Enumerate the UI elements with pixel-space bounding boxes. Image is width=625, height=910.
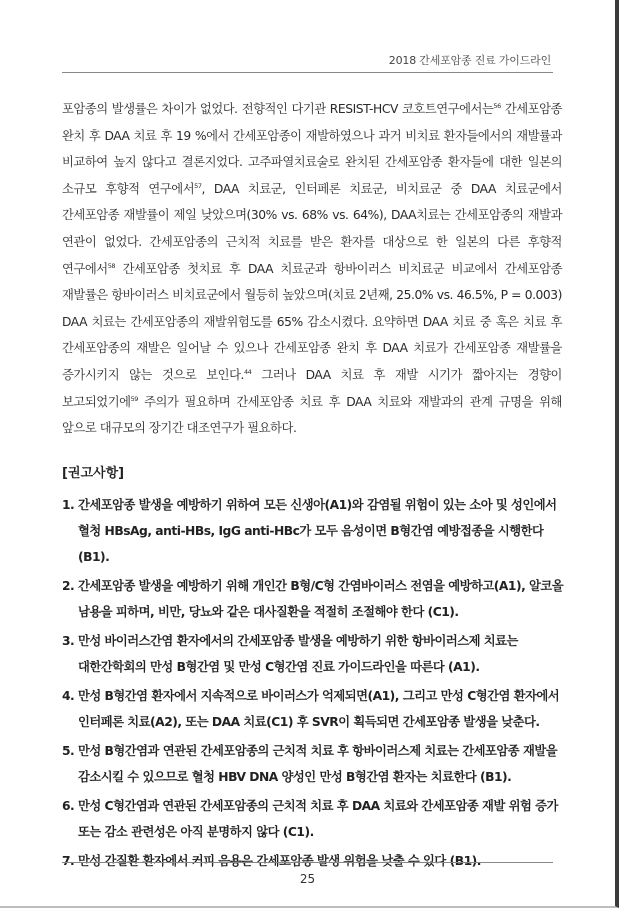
reference-superscript: 56 [493, 102, 501, 110]
recommendation-text: 만성 B형간염과 연관된 간세포암종의 근치적 치료 후 항바이러스제 치료는 간세포암종 재발을 감소시킬 수 있으므로 혈청 HBV DNA 양성인 만성 B형간염 환자는 치료한다 (B1). [78, 744, 558, 784]
recommendation-item [62, 683, 564, 735]
recommendation-item [62, 573, 564, 625]
recommendations-list [62, 492, 564, 877]
body-text-segment: 포암종의 발생률은 차이가 없었다. 전향적인 다기관 RESIST-HCV 코호트연구에서는 [62, 102, 494, 116]
recommendation-number: 3. [62, 634, 75, 648]
recommendation-item [62, 848, 564, 874]
body-text-segment: 간세포암종 첫치료 후 DAA 치료군과 항바이러스 비치료군 비교에서 간세포암종 재발률은 항바이러스 비치료군에서 월등히 높았으며(치료 2년째, 25.0% vs. 46.5%, P = 0.003) DAA 치료는 간세포암종의 재발위험도를 65% 감소시켰다. 요약하면 DAA 치료 중 혹은 치료 후 간세포암종의 재발은 일어날 수 있으나 간세포암종 완치 후 DAA 치료가 간세포암종 재발률을 증가시키지 않는 것으로 보인다. [62, 261, 562, 382]
page-number: 25 [299, 872, 316, 886]
recommendation-text: 만성 C형간염과 연관된 간세포암종의 근치적 치료 후 DAA 치료와 간세포암종 재발 위험 증가 또는 감소 관련성은 아직 분명하지 않다 (C1). [78, 799, 558, 839]
recommendation-text: 만성 간질환 환자에서 커피 음용은 간세포암종 발생 위험을 낮출 수 있다 (B1). [78, 854, 481, 868]
header-divider [62, 72, 553, 73]
recommendation-number: 1. [62, 498, 75, 512]
body-text-segment: , DAA 치료군, 인터페론 치료군, 비치료군 중 DAA 치료군에서 간세포암종 재발률이 제일 낮았으며(30% vs. 68% vs. 64%), DAA치료는 간세포암종의 재발과 연관이 없었다. 간세포암종의 근치적 치료를 받은 환자를 대상으로 한 일본의 다른 후향적 연구에서 [62, 181, 562, 276]
recommendation-text: 간세포암종 발생을 예방하기 위하여 모든 신생아(A1)와 감염될 위험이 있는 소아 및 성인에서 혈청 HBsAg, anti-HBs, IgG anti-HBc가 모두 음성이면 B형간염 예방접종을 시행한다 (B1). [78, 498, 557, 564]
recommendation-item [62, 628, 564, 680]
reference-superscript: 44 [243, 367, 252, 376]
recommendation-number: 5. [62, 744, 75, 758]
body-text-segment: 그러나 DAA 치료 후 재발 시기가 짧아지는 경향이 보고되었기에 [62, 367, 562, 409]
recommendation-text: 만성 바이러스간염 환자에서의 간세포암종 발생을 예방하기 위한 항바이러스제 치료는 대한간학회의 만성 B형간염 및 만성 C형간염 진료 가이드라인을 따른다 (A1). [78, 634, 518, 674]
body-text-segment: 주의가 필요하며 간세포암종 치료 후 DAA 치료와 재발과의 관계 규명을 위해 앞으로 대규모의 장기간 대조연구가 필요하다. [62, 394, 562, 436]
body-paragraph [62, 96, 562, 442]
reference-superscript: 59 [130, 394, 138, 403]
recommendation-text: 만성 B형간염 환자에서 지속적으로 바이러스가 억제되면(A1), 그리고 만성 C형간염 환자에서 인터페론 치료(A2), 또는 DAA 치료(C1) 후 SVR이 획득되면 간세포암종 발생을 낮춘다. [78, 689, 560, 729]
recommendations-title: [권고사항] [62, 466, 125, 481]
recommendation-number: 2. [62, 579, 75, 593]
recommendation-item [62, 738, 564, 790]
running-header: 2018 간세포암종 진료 가이드라인 [388, 54, 551, 67]
recommendation-item [62, 492, 564, 570]
recommendation-text: 간세포암종 발생을 예방하기 위해 개인간 B형/C형 간염바이러스 전염을 예방하고(A1), 알코올 남용을 피하며, 비만, 당뇨와 같은 대사질환을 적절히 조절해야 한다 (C1). [78, 579, 564, 619]
body-text-segment: 간세포암종 완치 후 DAA 치료 후 19 %에서 간세포암종이 재발하였으나 과거 비치료 환자들에서의 재발률과 비교하여 높지 않다고 결론지었다. 고주파열치료술로 완치된 간세포암종 환자들에 대한 일본의 소규모 후향적 연구에서 [62, 102, 562, 196]
recommendation-item [62, 793, 564, 845]
reference-superscript: 57 [194, 181, 202, 190]
footer-divider [62, 862, 553, 863]
recommendation-number: 6. [62, 799, 75, 813]
reference-superscript: 58 [107, 261, 116, 270]
recommendation-number: 7. [62, 854, 75, 868]
recommendation-number: 4. [62, 689, 75, 703]
